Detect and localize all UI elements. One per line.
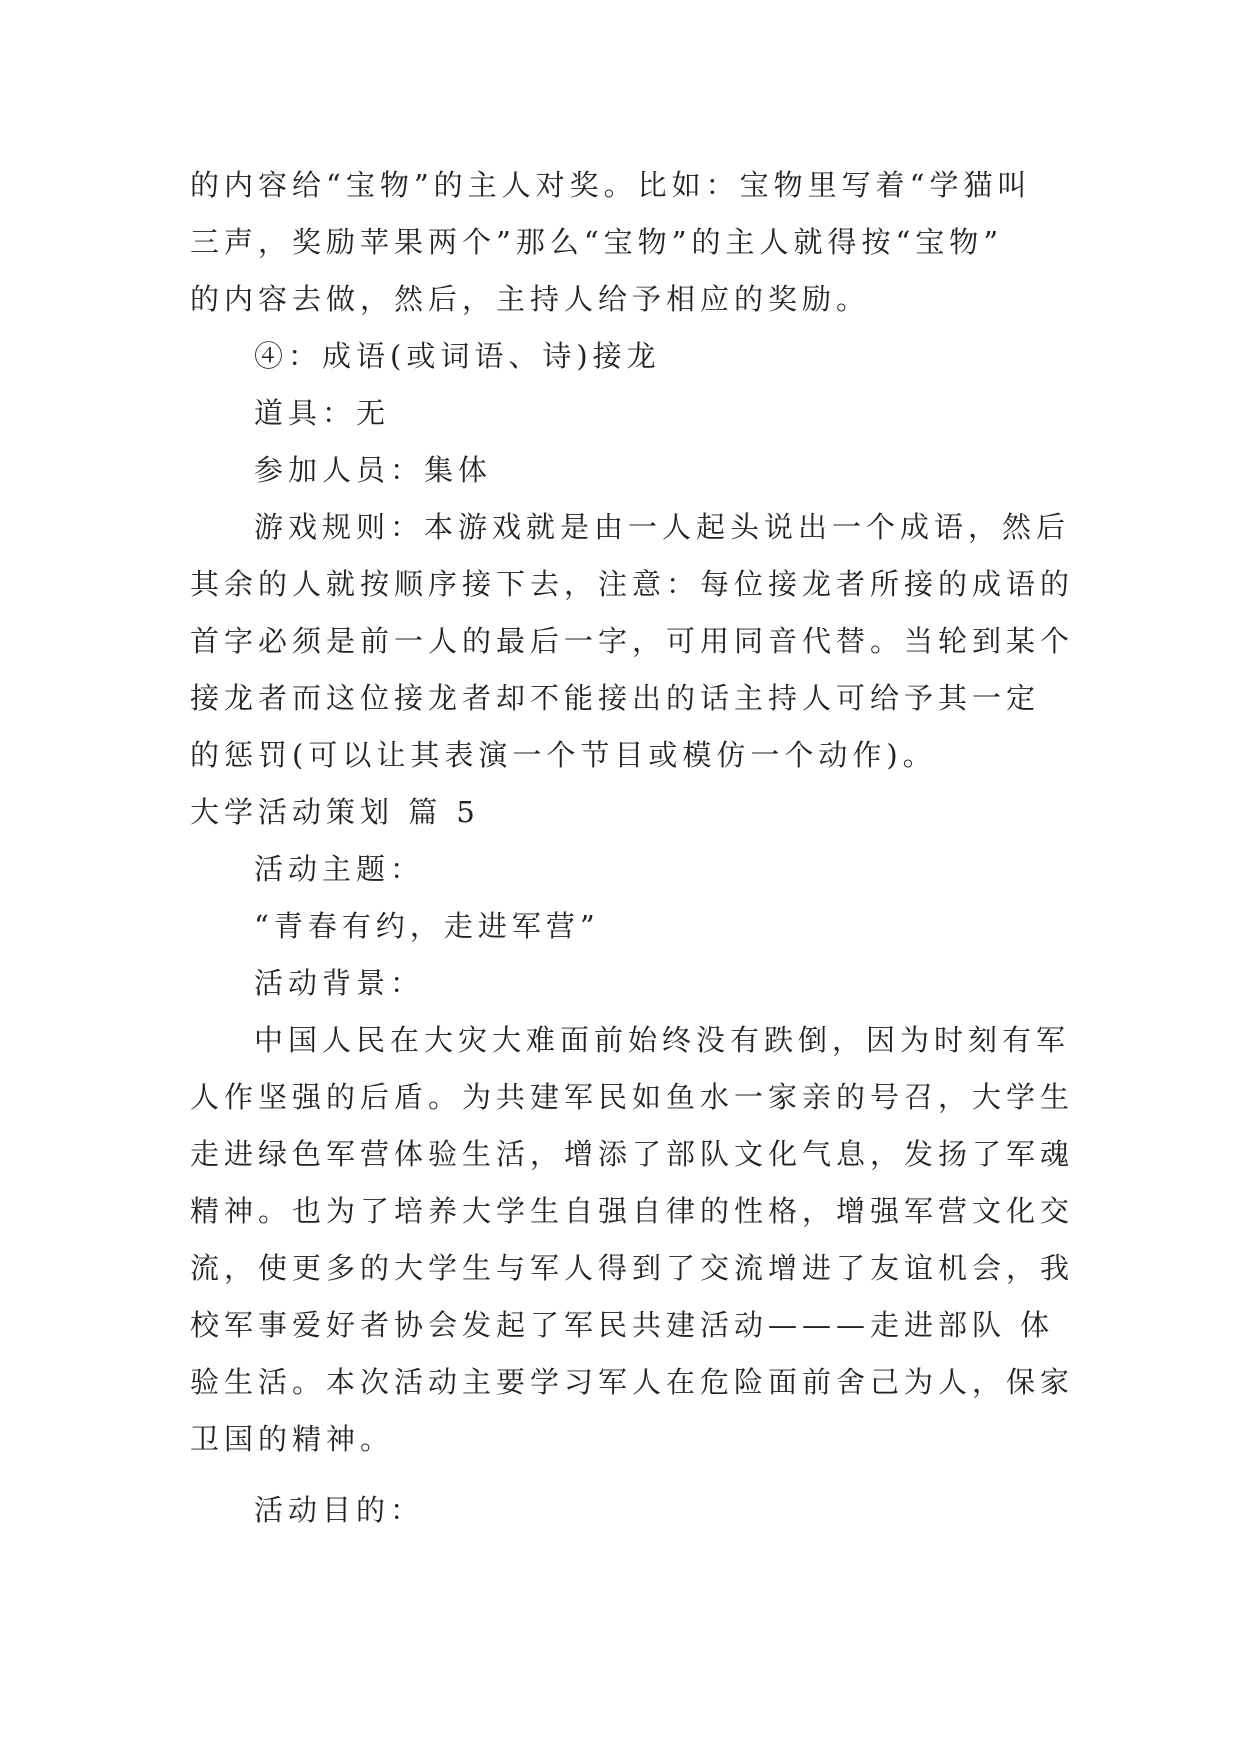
- subheading-background: 活动背景：: [254, 966, 425, 1000]
- game-title: ④：成语(或词语、诗)接龙: [254, 339, 661, 373]
- document-body: [190, 157, 1075, 1539]
- paragraph-line: 人作坚强的后盾。为共建军民如鱼水一家亲的号召，大学生: [190, 1080, 1075, 1114]
- game-props: 道具：无: [254, 396, 391, 430]
- paragraph-line: 的惩罚(可以让其表演一个节目或模仿一个动作)。: [190, 738, 937, 772]
- paragraph-line: 走进绿色军营体验生活，增添了部队文化气息，发扬了军魂: [190, 1137, 1075, 1171]
- subheading-purpose: 活动目的：: [254, 1493, 425, 1527]
- subheading-theme: 活动主题：: [254, 852, 425, 886]
- theme-text: “青春有约，走进军营”: [254, 909, 600, 943]
- game-participants: 参加人员：集体: [254, 453, 493, 487]
- section-heading: 大学活动策划 篇 5: [190, 795, 480, 829]
- paragraph-line: 卫国的精神。: [190, 1422, 395, 1456]
- paragraph-line: 首字必须是前一人的最后一字，可用同音代替。当轮到某个: [190, 624, 1075, 658]
- paragraph-line: 的内容给“宝物”的主人对奖。比如：宝物里写着“学猫叫: [190, 168, 1032, 202]
- paragraph-line: 其余的人就按顺序接下去，注意：每位接龙者所接的成语的: [190, 567, 1075, 601]
- paragraph-line: 游戏规则：本游戏就是由一人起头说出一个成语，然后: [254, 510, 1071, 544]
- paragraph-line: 的内容去做，然后，主持人给予相应的奖励。: [190, 282, 871, 316]
- paragraph-line: 中国人民在大灾大难面前始终没有跌倒，因为时刻有军: [254, 1023, 1071, 1057]
- paragraph-line: 流，使更多的大学生与军人得到了交流增进了友谊机会，我: [190, 1251, 1075, 1285]
- paragraph-line: 三声，奖励苹果两个”那么“宝物”的主人就得按“宝物”: [190, 225, 1004, 259]
- paragraph-line: 接龙者而这位接龙者却不能接出的话主持人可给予其一定: [190, 681, 1041, 715]
- paragraph-line: 校军事爱好者协会发起了军民共建活动———走进部队 体: [190, 1308, 1055, 1342]
- paragraph-line: 精神。也为了培养大学生自强自律的性格，增强军营文化交: [190, 1194, 1075, 1228]
- paragraph-line: 验生活。本次活动主要学习军人在危险面前舍己为人，保家: [190, 1365, 1075, 1399]
